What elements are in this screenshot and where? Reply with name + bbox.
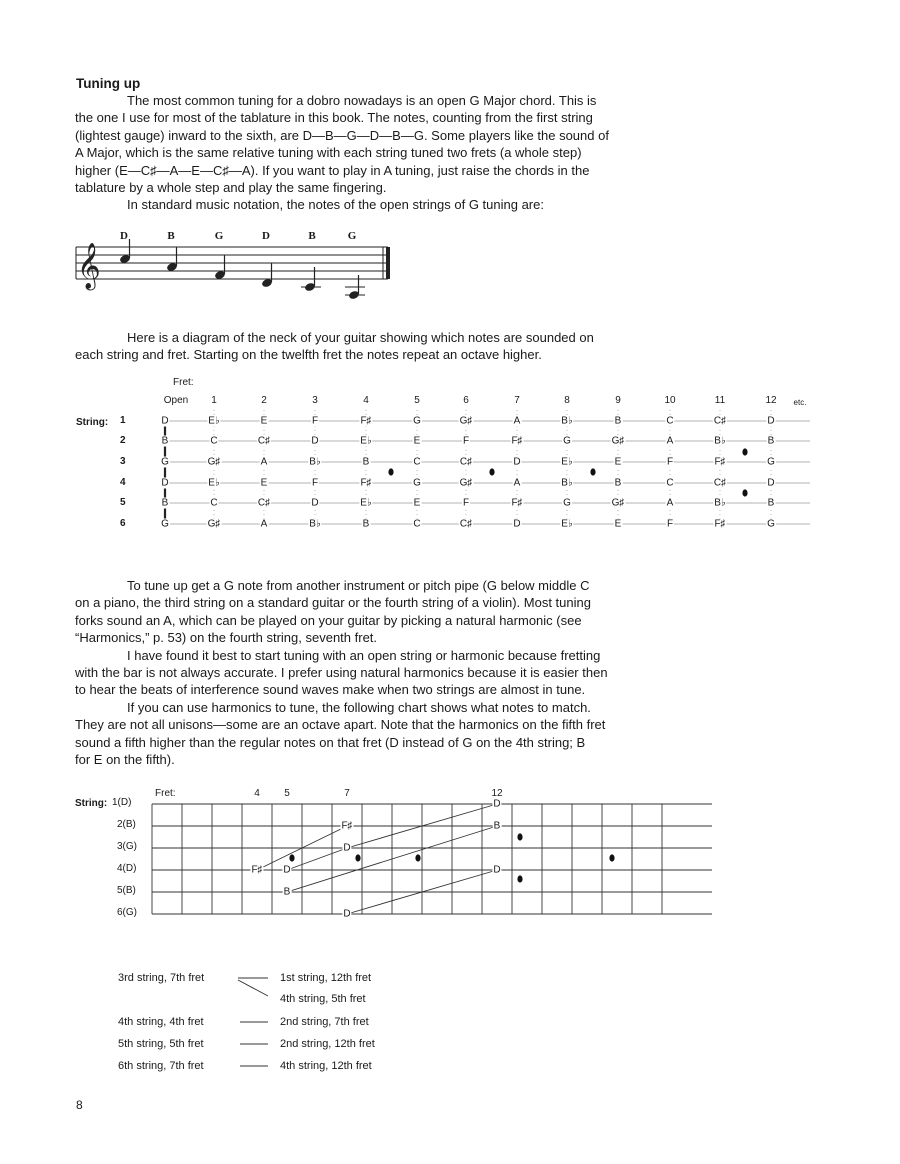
fret-number: 8 [564,395,570,406]
fret-note: C♯ [713,477,727,489]
match-left: 3rd string, 7th fret [118,972,205,984]
fret-note: C♯ [713,415,727,427]
fret-number: 5 [414,395,420,406]
treble-clef-icon: 𝄞 [77,243,101,289]
harmonic-position-dot [609,854,614,861]
text-line: The most common tuning for a dobro nowadays is an open G Major chord. This is [127,93,597,108]
string-number: 5 [120,497,126,508]
fret-note: G [413,415,421,427]
match-right: 4th string, 5th fret [280,993,366,1005]
fret-note: G [161,518,169,530]
text-line: “Harmonics,” p. 53) on the fourth string, seventh fret. [75,630,378,646]
fret-note: E♭ [360,435,372,447]
fret-note: C♯ [257,497,271,509]
fret-note: E♭ [360,497,372,509]
match-right: 4th string, 12th fret [280,1060,372,1072]
fret-note: G [413,477,421,489]
fret-note: B [767,435,775,447]
fret-note: D [311,497,319,509]
fret-note: D [161,415,169,427]
text-line: tablature by a whole step and play the same fingering. [75,180,387,196]
harmonic-marker: D [283,864,291,876]
harmonic-fret-axis-label: Fret: [155,788,176,799]
fret-note: F♯ [511,435,523,447]
fret-note: C [413,456,421,468]
fret-note: F♯ [360,477,372,489]
fret-note: C♯ [459,456,473,468]
fret-number: 3 [312,395,318,406]
text-line: on a piano, the third string on a standard guitar or the fourth string of a violin). Most tuning [75,595,591,611]
fret-note: G♯ [611,497,625,509]
fret-note: G [767,456,775,468]
harmonic-string-label: 4(D) [117,863,137,874]
string-axis-label: String: [76,417,109,428]
fret-note: F [311,477,319,489]
fret-note: C♯ [459,518,473,530]
fret-note: E [260,477,268,489]
fret-note: F♯ [714,518,726,530]
fret-note: B [362,518,370,530]
fret-note: B [362,456,370,468]
match-left: 5th string, 5th fret [118,1038,204,1050]
text-line: the one I use for most of the tablature in this book. The notes, counting from the first string [75,110,593,126]
harmonic-marker: D [493,798,501,810]
fret-note: D [161,477,169,489]
fret-note: E♭ [208,477,220,489]
fret-note: C [666,477,674,489]
text-line: sound a fifth higher than the regular notes on that fret (D instead of G on the 4th string; B [75,734,586,750]
harmonic-string-label: 1(D) [112,797,132,808]
text-line: To tune up get a G note from another instrument or pitch pipe (G below middle C [127,578,590,593]
staff-label: G [214,230,224,242]
match-left: 4th string, 4th fret [118,1016,204,1028]
etc-label: etc. [793,398,807,407]
harmonic-position-dot [517,875,522,882]
fret-note: F [462,435,470,447]
fret-note: A [260,518,268,530]
fret-note: D [513,456,521,468]
text-line: (lightest gauge) inward to the sixth, are D—B—G—D—B—G. Some players like the sound of [75,127,609,143]
fret-number: 4 [363,395,369,406]
string-number: 4 [120,477,126,488]
fret-number: Open [163,395,189,406]
fret-number: 11 [714,395,726,406]
fret-note: B♭ [714,497,726,509]
fret-note: A [513,477,521,489]
staff-label: D [120,230,128,242]
fret-note: E [413,497,421,509]
text-line: They are not all unisons—some are an octave apart. Note that the harmonics on the fifth fret [75,717,606,733]
fret-note: D [767,415,775,427]
text-line: A Major, which is the same relative tuning with each string tuned two frets (a whole step) [75,145,582,161]
fret-note: C [413,518,421,530]
fret-number: 12 [765,395,777,406]
fret-note: G♯ [459,415,473,427]
harmonic-marker: D [343,842,351,854]
fret-note: B♭ [561,477,573,489]
fret-note: G [563,497,571,509]
harmonic-fret-number: 7 [344,788,350,799]
fret-note: B [614,415,622,427]
fret-note: D [311,435,319,447]
fret-note: C [210,497,218,509]
harmonic-marker: F♯ [341,820,353,832]
harmonic-string-label: 3(G) [117,841,137,852]
fret-note: D [513,518,521,530]
text-line: Here is a diagram of the neck of your guitar showing which notes are sounded on [127,330,594,345]
harmonic-position-dot [517,833,522,840]
fret-note: G [161,456,169,468]
fret-note: B [161,497,169,509]
fret-note: G♯ [207,518,221,530]
fret-note: D [767,477,775,489]
fret-note: F [311,415,319,427]
text-line: each string and fret. Starting on the twelfth fret the notes repeat an octave higher. [75,347,542,363]
fret-note: F♯ [511,497,523,509]
fret-number: 7 [514,395,520,406]
harmonic-position-dot [289,854,294,861]
fret-note: B [614,477,622,489]
fret-note: G [767,518,775,530]
harmonic-string-label: 2(B) [117,819,136,830]
fret-note: B [161,435,169,447]
string-number: 1 [120,415,126,426]
fret-note: A [260,456,268,468]
fret-number: 1 [211,395,217,406]
match-right: 2nd string, 12th fret [280,1038,375,1050]
fret-number: 6 [463,395,469,406]
fret-note: G♯ [207,456,221,468]
fret-note: A [513,415,521,427]
harmonic-marker: B [493,820,501,832]
fret-note: E [413,435,421,447]
fret-note: C [666,415,674,427]
harmonic-string-label: 5(B) [117,885,136,896]
harmonic-string-axis-label: String: [75,798,108,809]
fret-note: F♯ [360,415,372,427]
staff-label: G [347,230,357,242]
string-number: 2 [120,435,126,446]
string-number: 6 [120,518,126,529]
fret-number: 9 [615,395,621,406]
harmonic-marker: D [343,908,351,920]
harmonic-string-label: 6(G) [117,907,137,918]
fret-note: G♯ [459,477,473,489]
page-number: 8 [76,1098,83,1112]
fret-note: F [666,518,674,530]
staff-label: B [167,230,175,242]
fret-note: E♭ [208,415,220,427]
fret-note: E [614,518,622,530]
fret-note: C♯ [257,435,271,447]
match-left: 6th string, 7th fret [118,1060,204,1072]
harmonic-fret-number: 4 [254,788,260,799]
harmonic-marker: D [493,864,501,876]
fret-number: 2 [261,395,267,406]
text-line: In standard music notation, the notes of the open strings of G tuning are: [127,197,544,213]
connector-line [238,980,268,996]
text-line: I have found it best to start tuning with an open string or harmonic because fretting [127,647,601,663]
text-line: If you can use harmonics to tune, the following chart shows what notes to match. [127,699,591,715]
fret-axis-label: Fret: [173,377,194,388]
fret-note: C [210,435,218,447]
section-heading: Tuning up [76,76,141,91]
fret-note: G [563,435,571,447]
match-right: 1st string, 12th fret [280,972,372,984]
harmonic-marker: B [283,886,291,898]
string-number: 3 [120,456,126,467]
fret-note: F♯ [714,456,726,468]
fret-note: E♭ [561,518,573,530]
text-line: with the bar is not always accurate. I prefer using natural harmonics because it is easier then [75,665,608,681]
fret-number: 10 [664,395,676,406]
fret-note: A [666,435,674,447]
harmonic-fret-number: 5 [284,788,290,799]
fret-note: B [767,497,775,509]
harmonic-fret-number: 12 [491,788,503,799]
staff-label: B [308,230,316,242]
text-line: higher (E—C♯—A—E—C♯—A). If you want to play in A tuning, just raise the chords in the [75,162,590,178]
harmonic-position-dot [355,854,360,861]
fret-note: G♯ [611,435,625,447]
fret-note: F [666,456,674,468]
text-line: forks sound an A, which can be played on your guitar by picking a natural harmonic (see [75,612,582,628]
fret-note: F [462,497,470,509]
fret-note: B♭ [309,456,321,468]
fret-note: B♭ [561,415,573,427]
fret-note: E♭ [561,456,573,468]
match-right: 2nd string, 7th fret [280,1016,369,1028]
fret-note: E [260,415,268,427]
harmonic-position-dot [415,854,420,861]
fret-note: B♭ [309,518,321,530]
text-line: for E on the fifth). [75,752,175,768]
fret-note: A [666,497,674,509]
staff-label: D [262,230,270,242]
text-line: to hear the beats of interference sound waves make when two strings are almost in tune. [75,682,586,698]
harmonic-marker: F♯ [251,864,263,876]
fret-note: B♭ [714,435,726,447]
fret-note: E [614,456,622,468]
